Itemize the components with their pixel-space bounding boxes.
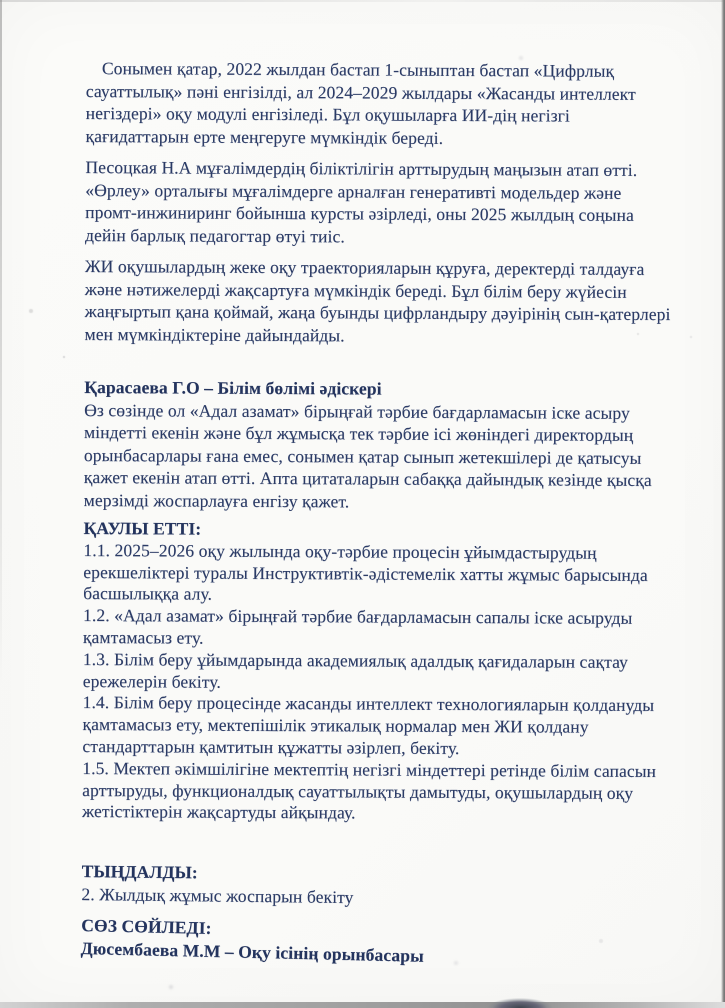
scan-edge-bottom <box>0 1002 725 1008</box>
scan-edge-left <box>0 0 2 685</box>
scan-edge-top <box>0 0 725 2</box>
spoke-heading: СӨЗ СӨЙЛЕДІ: <box>81 915 212 939</box>
text-line: және нәтижелерді жақсартуға мүмкіндік береді. Бұл білім беру жүйесін <box>84 278 627 302</box>
document-text <box>80 57 671 966</box>
text-line: ЖИ оқушылардың жеке оқу траекторияларын құруға, деректерді талдауға <box>84 255 645 279</box>
text-line: дейін барлық педагогтар өтуі тиіс. <box>85 224 345 246</box>
resolution-item-line: 1.2. «Адал азамат» бірыңғай тәрбие бағдарламасын сапалы іске асыруды <box>83 605 633 629</box>
text-line: негіздері» оқу модулі енгізіледі. Бұл оқушыларға ИИ-дің негізгі <box>85 102 570 126</box>
resolution-item-line: 1.4. Білім беру процесінде жасанды интеллект технологияларын қолдануды <box>82 692 655 716</box>
text-line: мен мүмкіндіктеріне дайындайды. <box>84 323 345 345</box>
text-line: қағидаттарын ерте меңгеруге мүмкіндік береді. <box>85 125 444 148</box>
scan-edge-right <box>721 0 725 1008</box>
section-karasaeva <box>84 376 660 514</box>
resolution-item-line: ерекшеліктері туралы Инструктивтік-әдістемелік хатты жұмыс барысында <box>83 561 648 585</box>
paragraph-ai-benefits <box>84 255 671 348</box>
resolution-item-line: стандарттарын қамтитын құжатты әзірлеп, бекіту. <box>82 735 460 758</box>
text-line: мерзімді жоспарлауға енгізу қажет. <box>83 489 350 511</box>
text-line: сауаттылық» пәні енгізілді, ал 2024–2029 жылдары «Жасанды интеллект <box>85 80 636 104</box>
text-line: Сонымен қатар, 2022 жылдан бастап 1-сыныптан бастап «Цифрлық <box>101 58 615 81</box>
text-line: жаңғыртып қана қоймай, жаңа буынды цифрландыру дәуірінің сын-қатерлері <box>84 300 671 325</box>
speaker-heading: Қарасаева Г.О – Білім бөлімі әдіскері <box>84 376 382 399</box>
text-line: Песоцкая Н.А мұғалімдердің біліктілігін арттырудың маңызын атап өтті. <box>85 156 638 180</box>
heard-heading: ТЫҢДАЛДЫ: <box>81 861 198 883</box>
agenda-item-line: 2. Жылдық жұмыс жоспарын бекіту <box>81 883 354 907</box>
section-spoke <box>80 914 656 972</box>
resolution-item-line: қамтамасыз ету. <box>82 626 204 648</box>
section-resolution <box>82 518 659 826</box>
text-line: қажет екенін атап өтті. Апта цитаталарын сабаққа дайындық кезінде қысқа <box>83 466 652 490</box>
paragraph-digital-literacy <box>86 57 661 150</box>
resolution-item-line: арттыруды, функционалдық сауаттылықты дамытуды, оқушылардың оқу <box>82 779 634 803</box>
resolution-item-line: ережелерін бекіту. <box>82 670 221 692</box>
section-heard <box>81 860 656 912</box>
paragraph-pesotskaya <box>85 156 660 249</box>
speaker-name-line: Дюсембаева М.М – Оқу ісінің орынбасары <box>80 937 425 966</box>
text-line: міндетті екенін және бұл жұмысқа тек тәрбие ісі жөніндегі директордың <box>83 421 634 445</box>
text-line: Өз сөзінде ол «Адал азамат» бірыңғай тәрбие бағдарламасын іске асыру <box>84 399 630 423</box>
resolution-item-line: қамтамасыз ету, мектепішілік этикалық нормалар мен ЖИ қолдану <box>82 714 589 737</box>
resolution-heading: ҚАУЛЫ ЕТТІ: <box>83 517 202 539</box>
resolution-item-line: басшылыққа алу. <box>83 583 213 605</box>
resolution-item-line: 1.5. Мектеп әкімшілігіне мектептің негізгі міндеттері ретінде білім сапасын <box>82 757 657 781</box>
resolution-item-line: жетістіктерін жақсартуды айқындау. <box>81 801 356 823</box>
text-line: орынбасарлары ғана емес, сонымен қатар сынып жетекшілері де қатысуы <box>83 444 642 468</box>
scan-artifact-blob <box>478 995 562 1008</box>
resolution-item-line: 1.3. Білім беру ұйымдарында академиялық адалдық қағидаларын сақтау <box>82 648 628 672</box>
resolution-item-line: 1.1. 2025–2026 оқу жылында оқу-тәрбие процесін ұйымдастырудың <box>83 539 597 563</box>
text-line: промт-инжиниринг бойынша курсты әзірледі, оны 2025 жылдың соңына <box>85 201 634 225</box>
text-line: «Өрлеу» орталығы мұғалімдерге арналған генеративті модельдер және <box>85 179 622 203</box>
